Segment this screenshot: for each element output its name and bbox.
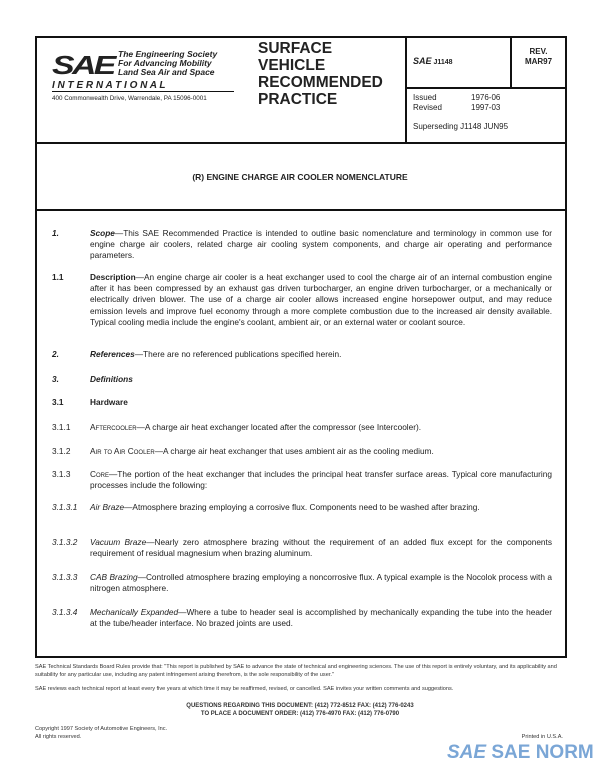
section-3-1-3-3 [52,572,552,594]
section-3-1-3-4 [52,607,552,629]
society-tagline [118,50,217,77]
section-heading: Air Braze [90,502,125,512]
sae-norm-watermark: SAE SAE NORM [447,742,594,763]
section-text [90,469,552,491]
copyright: Copyright 1997 Society of Automotive Engineers, Inc. [35,726,168,732]
section-number: 1.1 [52,272,64,282]
section-heading: Definitions [90,374,133,384]
rules-text: SAE Technical Standards Board Rules provide that: "This report is published by SAE to advance the state of technical and engineering sciences. The use of this report is entirely voluntary, and its applicability and suitability for any particular use, including any patent infringement arising therefrom, is the sole responsibility of the user." [35,664,557,678]
section-heading: Scope [90,228,115,238]
superseding: Superseding J1148 JUN95 [413,122,509,131]
section-number: 3.1.3.4 [52,607,78,617]
questions-line: QUESTIONS REGARDING THIS DOCUMENT: (412) 772-8512 FAX: (412) 776-0243 [186,703,414,709]
international-label: I N T E R N A T I O N A L [52,80,234,92]
section-2 [52,349,552,360]
doc-type-line: PRACTICE [258,91,338,108]
divider [35,142,565,144]
review-text: SAE reviews each technical report at least every five years at which time it may be reaffirmed, revised, or cancelled. SAE invites your written comments and suggestions. [35,686,454,692]
revised-value: 1997-03 [471,103,501,112]
revision [512,47,565,67]
divider [405,36,407,143]
document-title: (R) ENGINE CHARGE AIR COOLER NOMENCLATURE [192,172,408,182]
revised-label: Revised [413,103,442,112]
tagline-line: The Engineering Society [118,49,218,59]
section-text [90,537,552,559]
section-text [90,572,552,594]
section-3-1-3 [52,469,552,491]
section-heading: Core [90,469,109,479]
section-number: 1. [52,228,59,238]
section-number: 3.1 [52,397,64,407]
section-text [90,228,552,262]
section-3-1-1 [52,422,552,433]
section-heading: Description [90,272,136,282]
section-text [90,397,552,408]
section-3-1-3-1 [52,502,552,513]
section-heading: Mechanically Expanded [90,607,179,617]
issued-label: Issued [413,93,437,102]
section-heading: Aftercooler [90,422,137,432]
section-number: 3.1.3 [52,469,71,479]
section-body: —A charge air heat exchanger that uses ambient air as the cooling medium. [154,446,434,456]
section-body: —Atmosphere brazing employing a corrosive flux. Components need to be washed after brazing. [124,502,480,512]
tagline-line: Land Sea Air and Space [118,67,215,77]
section-body: —A charge air heat exchanger located after the compressor (see Intercooler). [136,422,422,432]
section-heading: CAB Brazing [90,572,138,582]
section-text [90,349,552,360]
section-heading: Vacuum Braze [90,537,147,547]
rights: All rights reserved. [35,734,82,740]
section-3 [52,374,552,385]
divider [405,87,565,89]
section-text [90,422,552,433]
sae-logo: SAE [52,50,114,80]
section-text [90,446,552,457]
section-3-1 [52,397,552,408]
section-1-1 [52,272,552,328]
section-1 [52,228,552,262]
doc-type-line: RECOMMENDED [258,74,383,91]
section-text [90,607,552,629]
rev-value: MAR97 [524,57,553,66]
section-number: 3.1.1 [52,422,71,432]
section-body: —This SAE Recommended Practice is intended to outline basic nomenclature and terminology in common use for engine charge air coolers, related charge air cooling system components, and charge air operating and performance parameters. [90,228,552,261]
document-type [258,40,383,108]
doc-type-line: VEHICLE [258,57,326,74]
tagline-line: For Advancing Mobility [118,58,212,68]
section-text [90,374,552,385]
section-body: —An engine charge air cooler is a heat exchanger used to cool the charge air of an internal combustion engine after it has been compressed by an exhaust gas driven turbocharger, an engine driven turbocharger, or a mechanically or electrically driven blower. The use of a charge air cooler allows increased engine horsepower output, and may reduce emission levels and improve fuel economy through a more complete combustion due to the increased air density available. Typical cooling media include the engine's coolant, ambient air, or an external water or coolant source. [90,272,552,327]
doc-number-value: J1148 [433,59,453,66]
printed-in: Printed in U.S.A. [521,734,563,740]
section-heading: Air to Air Cooler [90,446,155,456]
section-heading: Hardware [90,397,128,407]
address: 400 Commonwealth Drive, Warrendale, PA 15096-0001 [52,95,207,102]
section-number: 3.1.3.3 [52,572,78,582]
doc-type-line: SURFACE [258,40,333,57]
section-body: —Controlled atmosphere brazing employing a noncorrosive flux. A typical example is the Nocolok process with a nitrogen atmosphere. [90,572,552,594]
section-number: 3.1.3.1 [52,502,78,512]
section-body: —There are no referenced publications specified herein. [134,349,342,359]
section-body: —The portion of the heat exchanger that includes the principal heat transfer surface areas. Typical core manufacturing processes include the following: [90,469,552,491]
section-text [90,502,552,513]
section-body: —Nearly zero atmosphere brazing without the requirement of an added flux except for the components requirement of residual magnesium when brazing aluminum. [90,537,553,559]
section-heading: References [90,349,135,359]
section-number: 2. [52,349,59,359]
order-line: TO PLACE A DOCUMENT ORDER: (412) 776-4970 FAX: (412) 776-0790 [200,711,400,717]
rev-label: REV. [529,47,548,56]
section-number: 3.1.3.2 [52,537,78,547]
section-3-1-2 [52,446,552,457]
doc-number: SAE J1148 [413,56,453,66]
issued-value: 1976-06 [471,93,501,102]
section-number: 3. [52,374,59,384]
dates [413,93,500,113]
divider [35,209,565,211]
section-body: —Where a tube to header seal is accomplished by mechanically expanding the tube into the header at the tube/header interface. No brazed joints are used. [90,607,552,629]
watermark-text: SAE NORM [491,742,594,763]
section-number: 3.1.2 [52,446,71,456]
section-3-1-3-2 [52,537,552,559]
section-text [90,272,552,328]
